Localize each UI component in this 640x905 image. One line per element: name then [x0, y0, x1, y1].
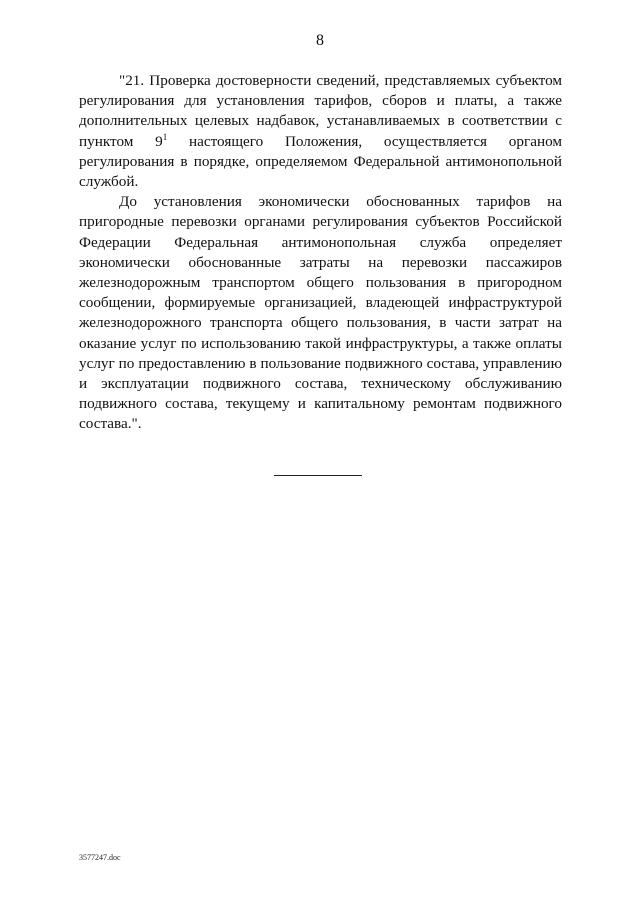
page-number: 8 [316, 32, 324, 49]
document-file-id: 3577247.doc [79, 853, 121, 862]
end-separator-line [274, 475, 362, 476]
paragraph-tariff-costs: До установления экономически обоснованных тарифов на пригородные перевозки органами регулирования субъектов Российской Федерации Федеральная антимонопольная служба определяет экономически обоснованные затраты на перевозки пассажиров железнодорожным транспортом общего пользования в пригородном сообщении, формируемые организацией, владеющей инфраструктурой железнодорожного транспорта общего пользования, в части затрат на оказание услуг по использованию такой инфраструктуры, а также оплаты услуг по предоставлению в пользование подвижного состава, управлению и эксплуатации подвижного состава, техническому обслуживанию подвижного состава, текущему и капитальному ремонтам подвижного состава.". [79, 193, 562, 433]
paragraph-21-text-end: настоящего Положения, осуществляется органом регулирования в порядке, определяемом Федеральной антимонопольной службой. [79, 132, 562, 191]
superscript-reference: 1 [162, 131, 168, 142]
document-body [79, 71, 562, 435]
paragraph-21 [79, 71, 562, 192]
paragraph-21-text-start: "21. Проверка достоверности сведений, представляемых субъектом регулирования для установления тарифов, сборов и платы, а также дополнительных целевых надбавок, устанавливаемых в соответствии с пунктом 9 [79, 72, 562, 150]
